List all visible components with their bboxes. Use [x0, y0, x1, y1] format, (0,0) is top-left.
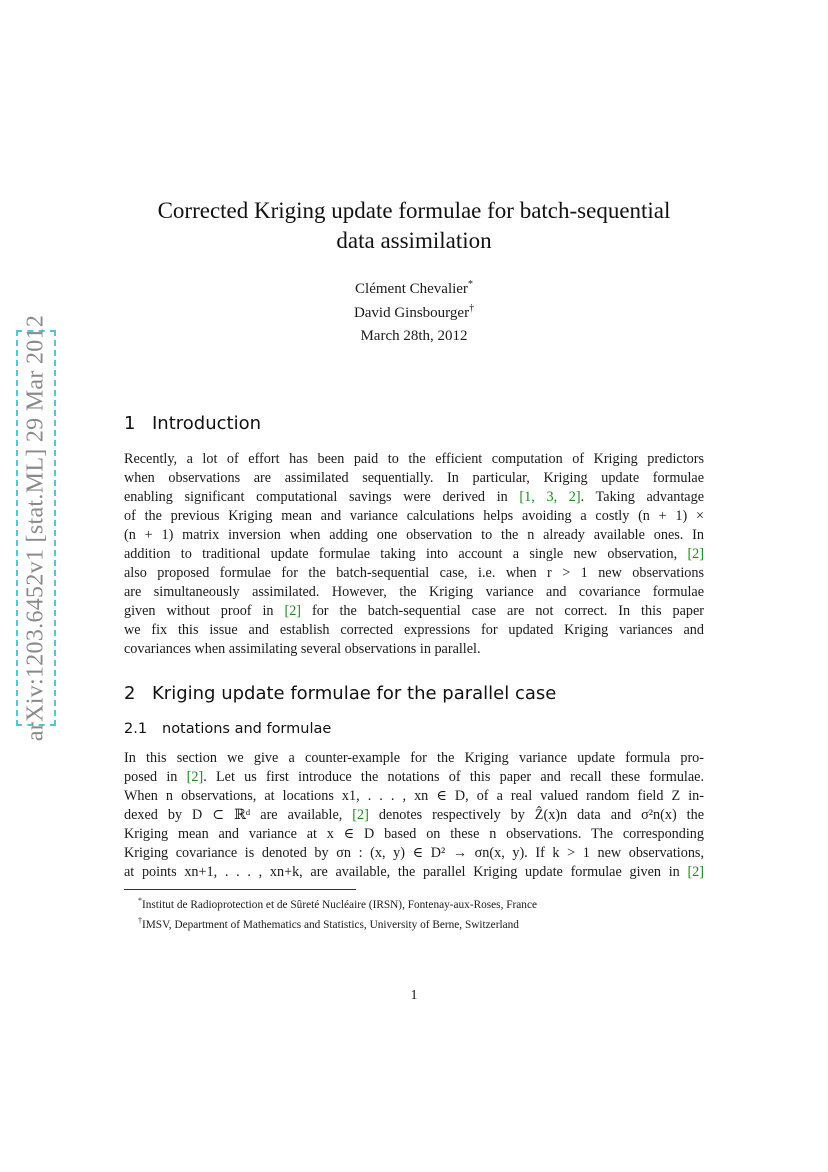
- paragraph-line: Kriging mean and variance at x ∈ D based on these n observations. The corresponding: [124, 826, 704, 842]
- citation-link[interactable]: [2]: [687, 864, 704, 880]
- introduction-paragraph: [124, 450, 704, 659]
- paragraph-line-with-citation[interactable]: at points xn+1, . . . , xn+k, are available, the parallel Kriging update formulae given in [2]: [124, 864, 704, 880]
- section-heading-kriging-update: [124, 683, 556, 704]
- citation-link[interactable]: [1, 3, 2]: [519, 489, 581, 505]
- footnotes: [124, 893, 704, 933]
- paper-title: [124, 196, 704, 256]
- footnote-divider: [124, 889, 356, 890]
- footnote-2-text: IMSV, Department of Mathematics and Statistics, University of Berne, Switzerland: [142, 918, 519, 931]
- author-1-footnote-mark[interactable]: *: [467, 279, 473, 290]
- paragraph-line: when observations are assimilated sequentially. In particular, Kriging update formulae: [124, 470, 704, 486]
- arxiv-stamp-text: arXiv:1203.6452v1 [stat.ML] 29 Mar 2012: [22, 314, 49, 742]
- paragraph-line-with-citation[interactable]: enabling significant computational savings were derived in [1, 3, 2]. Taking advantage: [124, 489, 704, 505]
- paragraph-line-with-citation[interactable]: dexed by D ⊂ ℝᵈ are available, [2] denotes respectively by Ẑ(x)n data and σ²n(x) the: [124, 807, 704, 823]
- paragraph-line: are simultaneously assimilated. However, the Kriging variance and covariance formulae: [124, 584, 704, 600]
- paragraph-line-with-citation[interactable]: addition to traditional update formulae taking into account a single new observation, [2]: [124, 546, 704, 562]
- paragraph-line: In this section we give a counter-example for the Kriging variance update formula pro-: [124, 750, 704, 766]
- title-line-1: Corrected Kriging update formulae for batch-sequential: [157, 198, 671, 223]
- citation-link[interactable]: [2]: [687, 546, 704, 562]
- arxiv-stamp: [16, 314, 56, 742]
- section-title: Kriging update formulae for the parallel case: [152, 683, 557, 704]
- citation-link[interactable]: [2]: [186, 769, 204, 785]
- author-2: [124, 299, 704, 323]
- author-list: [124, 275, 704, 323]
- section-number: 1: [124, 413, 136, 434]
- paragraph-line: of the previous Kriging mean and variance calculations helps avoiding a costly (n + 1) ×: [124, 508, 704, 524]
- paragraph-line: (n + 1) matrix inversion when adding one observation to the n already available ones. In: [124, 527, 704, 543]
- section-title: Introduction: [152, 413, 262, 434]
- footnote-1: [138, 893, 704, 913]
- author-1-name: Clément Chevalier: [355, 281, 468, 297]
- citation-link[interactable]: [2]: [284, 603, 302, 619]
- paragraph-line-with-citation[interactable]: posed in [2]. Let us first introduce the notations of this paper and recall these formulae.: [124, 769, 704, 785]
- section-heading-introduction: [124, 413, 261, 434]
- paragraph-line: Kriging covariance is denoted by σn : (x, y) ∈ D² → σn(x, y). If k > 1 new observations,: [124, 845, 704, 861]
- paragraph-line: Recently, a lot of effort has been paid to the efficient computation of Kriging predictors: [124, 451, 704, 467]
- notations-paragraph: [124, 749, 704, 882]
- paragraph-line: When n observations, at locations x1, . . . , xn ∈ D, of a real valued random field Z in-: [124, 788, 704, 804]
- paragraph-line: covariances when assimilating several observations in parallel.: [124, 641, 481, 657]
- paragraph-line-with-citation[interactable]: given without proof in [2] for the batch-sequential case are not correct. In this paper: [124, 603, 704, 619]
- author-2-name: David Ginsbourger: [353, 305, 470, 321]
- title-line-2: data assimilation: [336, 228, 492, 253]
- subsection-title: notations and formulae: [162, 721, 332, 737]
- paragraph-line: we fix this issue and establish corrected expressions for updated Kriging variances and: [124, 622, 704, 638]
- paragraph-line: also proposed formulae for the batch-sequential case, i.e. when r > 1 new observations: [124, 565, 704, 581]
- subsection-heading-notations: [124, 721, 331, 737]
- footnote-1-mark: *: [138, 896, 142, 905]
- paper-date: March 28th, 2012: [360, 328, 468, 344]
- author-1: [124, 275, 704, 299]
- subsection-number: 2.1: [124, 721, 148, 737]
- page-number: 1: [410, 988, 418, 1003]
- footnote-2: [138, 913, 704, 933]
- author-2-footnote-mark[interactable]: †: [469, 303, 475, 314]
- section-number: 2: [124, 683, 136, 704]
- footnote-2-mark: †: [138, 915, 142, 925]
- footnote-1-text: Institut de Radioprotection et de Sûreté Nucléaire (IRSN), Fontenay-aux-Roses, France: [142, 898, 537, 911]
- citation-link[interactable]: [2]: [352, 807, 369, 823]
